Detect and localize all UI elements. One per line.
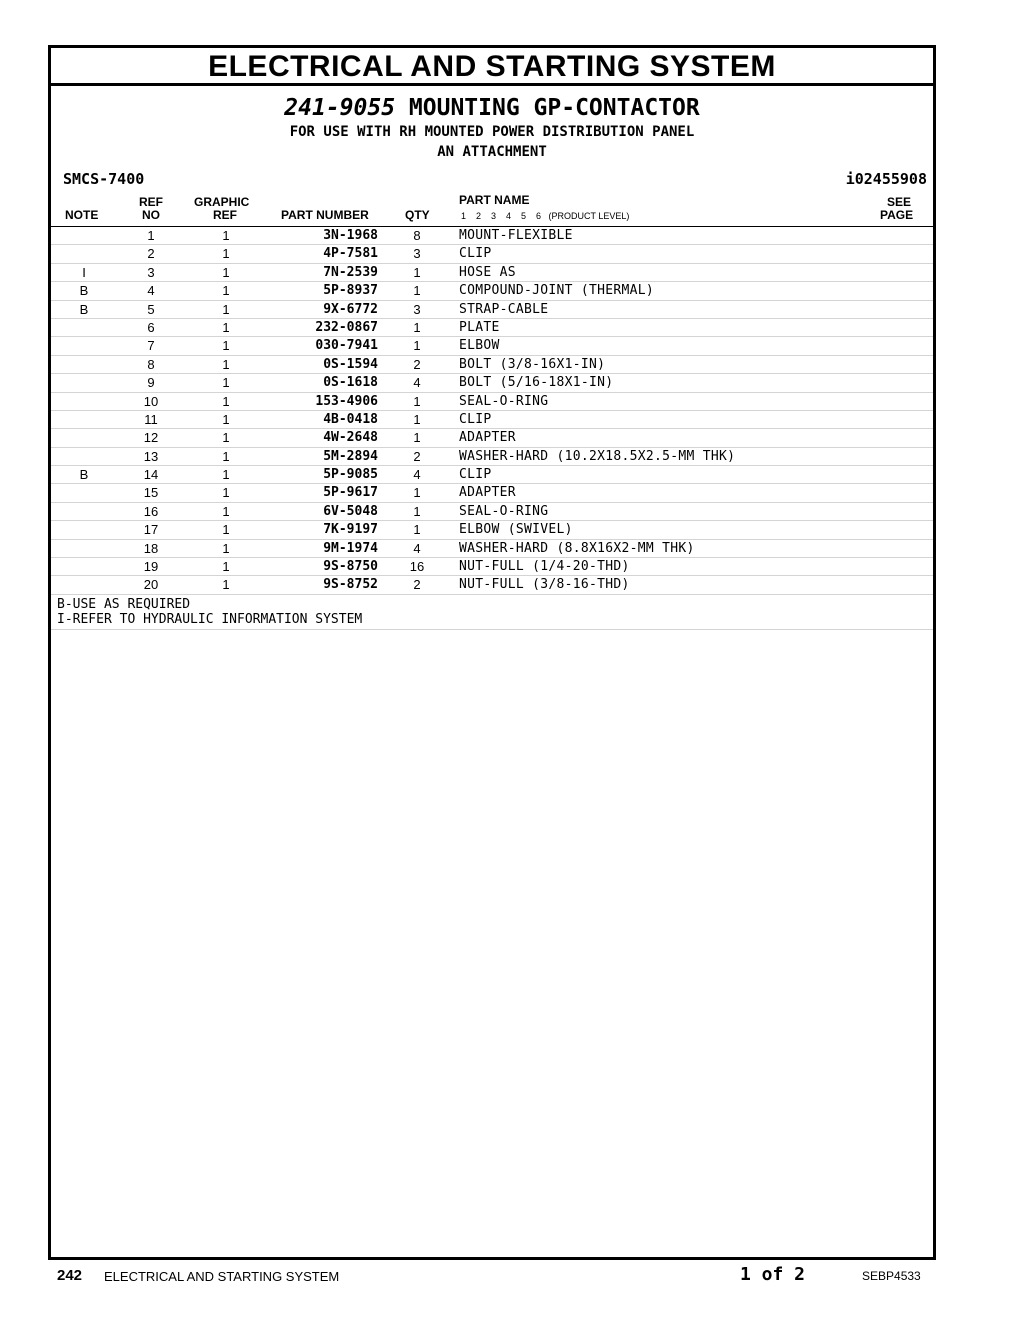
header-qty: QTY bbox=[405, 208, 430, 222]
part-name-cell: CLIP bbox=[459, 246, 492, 262]
ref-no-cell: 14 bbox=[143, 467, 159, 483]
part-name-cell: COMPOUND-JOINT (THERMAL) bbox=[459, 283, 655, 299]
qty-cell: 1 bbox=[413, 393, 421, 409]
part-name-cell: STRAP-CABLE bbox=[459, 301, 549, 317]
qty-cell: 1 bbox=[413, 283, 421, 299]
section-title: ELECTRICAL AND STARTING SYSTEM bbox=[51, 48, 933, 86]
table-row bbox=[51, 503, 933, 521]
table-row bbox=[51, 374, 933, 392]
part-number-cell: 4W-2648 bbox=[323, 430, 378, 446]
group-subtitle-2: AN ATTACHMENT bbox=[437, 144, 547, 160]
qty-cell: 2 bbox=[413, 448, 421, 464]
header-graphic-2: REF bbox=[213, 208, 237, 222]
qty-cell: 2 bbox=[413, 356, 421, 372]
graphic-ref-cell: 1 bbox=[222, 559, 230, 575]
page-frame bbox=[48, 45, 936, 1260]
parts-table bbox=[51, 227, 933, 595]
table-row bbox=[51, 429, 933, 447]
ref-no-cell: 16 bbox=[143, 503, 159, 519]
part-number-cell: 030-7941 bbox=[315, 338, 378, 354]
graphic-ref-cell: 1 bbox=[222, 338, 230, 354]
ref-no-cell: 4 bbox=[147, 283, 155, 299]
qty-cell: 1 bbox=[413, 319, 421, 335]
table-row bbox=[51, 521, 933, 539]
ref-no-cell: 6 bbox=[147, 319, 155, 335]
part-number-cell: 7N-2539 bbox=[323, 264, 378, 280]
graphic-ref-cell: 1 bbox=[222, 540, 230, 556]
ref-no-cell: 19 bbox=[143, 559, 159, 575]
part-name-cell: WASHER-HARD (8.8X16X2-MM THK) bbox=[459, 540, 695, 556]
ref-no-cell: 5 bbox=[147, 301, 155, 317]
footer-document-number: SEBP4533 bbox=[862, 1269, 921, 1283]
qty-cell: 8 bbox=[413, 228, 421, 243]
page-footer bbox=[0, 1264, 1020, 1288]
part-number-cell: 9X-6772 bbox=[323, 301, 378, 317]
qty-cell: 3 bbox=[413, 301, 421, 317]
table-row bbox=[51, 448, 933, 466]
note-cell: B bbox=[79, 467, 89, 483]
footer-title: ELECTRICAL AND STARTING SYSTEM bbox=[104, 1269, 340, 1284]
part-number-cell: 0S-1594 bbox=[323, 356, 378, 372]
header-ref-1: REF bbox=[139, 195, 163, 209]
ref-no-cell: 7 bbox=[147, 338, 155, 354]
graphic-ref-cell: 1 bbox=[222, 283, 230, 299]
table-row bbox=[51, 245, 933, 263]
part-name-cell: HOSE AS bbox=[459, 264, 516, 280]
notes-block bbox=[51, 595, 933, 630]
graphic-ref-cell: 1 bbox=[222, 467, 230, 483]
qty-cell: 4 bbox=[413, 467, 421, 483]
graphic-ref-cell: 1 bbox=[222, 301, 230, 317]
part-name-cell: CLIP bbox=[459, 467, 492, 483]
group-title bbox=[51, 94, 933, 122]
qty-cell: 1 bbox=[413, 522, 421, 538]
part-name-cell: MOUNT-FLEXIBLE bbox=[459, 228, 573, 243]
qty-cell: 1 bbox=[413, 411, 421, 427]
part-name-cell: WASHER-HARD (10.2X18.5X2.5-MM THK) bbox=[459, 448, 736, 464]
header-note: NOTE bbox=[65, 208, 99, 222]
header-see-1: SEE bbox=[887, 195, 912, 209]
part-number-cell: 5P-8937 bbox=[323, 283, 378, 299]
part-number-cell: 5M-2894 bbox=[323, 448, 378, 464]
qty-cell: 4 bbox=[413, 375, 421, 391]
table-row bbox=[51, 484, 933, 502]
part-number-cell: 5P-9085 bbox=[323, 467, 378, 483]
qty-cell: 1 bbox=[413, 503, 421, 519]
note-cell: I bbox=[82, 264, 86, 280]
part-name-cell: ADAPTER bbox=[459, 430, 516, 446]
table-row bbox=[51, 301, 933, 319]
table-row bbox=[51, 337, 933, 355]
header-part-number: PART NUMBER bbox=[281, 208, 369, 222]
header-part-name: PART NAME bbox=[459, 193, 530, 207]
table-row bbox=[51, 466, 933, 484]
group-part-number: 241-9055 bbox=[284, 95, 396, 121]
graphic-ref-cell: 1 bbox=[222, 485, 230, 501]
table-header bbox=[51, 190, 933, 227]
part-name-cell: ELBOW bbox=[459, 338, 500, 354]
table-row bbox=[51, 576, 933, 594]
ref-no-cell: 1 bbox=[147, 228, 155, 243]
qty-cell: 1 bbox=[413, 485, 421, 501]
qty-cell: 2 bbox=[413, 577, 421, 593]
graphic-ref-cell: 1 bbox=[222, 577, 230, 593]
part-name-cell: BOLT (3/8-16X1-IN) bbox=[459, 356, 606, 372]
part-name-cell: CLIP bbox=[459, 411, 492, 427]
note-line: B-USE AS REQUIRED bbox=[57, 596, 191, 612]
part-number-cell: 4B-0418 bbox=[323, 411, 378, 427]
qty-cell: 4 bbox=[413, 540, 421, 556]
note-line: I-REFER TO HYDRAULIC INFORMATION SYSTEM bbox=[57, 611, 363, 627]
part-number-cell: 3N-1968 bbox=[323, 228, 378, 243]
header-graphic-1: GRAPHIC bbox=[194, 195, 250, 209]
graphic-ref-cell: 1 bbox=[222, 393, 230, 409]
illustration-id: i02455908 bbox=[845, 170, 927, 188]
table-row bbox=[51, 411, 933, 429]
graphic-ref-cell: 1 bbox=[222, 448, 230, 464]
ref-no-cell: 3 bbox=[147, 264, 155, 280]
table-row bbox=[51, 319, 933, 337]
table-row bbox=[51, 393, 933, 411]
part-name-cell: SEAL-O-RING bbox=[459, 503, 549, 519]
graphic-ref-cell: 1 bbox=[222, 264, 230, 280]
ref-no-cell: 2 bbox=[147, 246, 155, 262]
part-number-cell: 4P-7581 bbox=[323, 246, 378, 262]
part-name-cell: SEAL-O-RING bbox=[459, 393, 549, 409]
qty-cell: 1 bbox=[413, 338, 421, 354]
table-row bbox=[51, 356, 933, 374]
header-product-levels: 1 2 3 4 5 6 (PRODUCT LEVEL) bbox=[461, 211, 630, 221]
part-name-cell: NUT-FULL (3/8-16-THD) bbox=[459, 577, 630, 593]
group-subtitle-1: FOR USE WITH RH MOUNTED POWER DISTRIBUTION PANEL bbox=[289, 124, 695, 140]
ref-no-cell: 9 bbox=[147, 375, 155, 391]
smcs-code: SMCS-7400 bbox=[63, 170, 145, 188]
graphic-ref-cell: 1 bbox=[222, 522, 230, 538]
graphic-ref-cell: 1 bbox=[222, 319, 230, 335]
part-number-cell: 153-4906 bbox=[315, 393, 378, 409]
graphic-ref-cell: 1 bbox=[222, 430, 230, 446]
part-number-cell: 232-0867 bbox=[315, 319, 378, 335]
table-row bbox=[51, 282, 933, 300]
part-number-cell: 9M-1974 bbox=[323, 540, 378, 556]
graphic-ref-cell: 1 bbox=[222, 246, 230, 262]
part-number-cell: 0S-1618 bbox=[323, 375, 378, 391]
graphic-ref-cell: 1 bbox=[222, 228, 230, 243]
ref-no-cell: 18 bbox=[143, 540, 159, 556]
table-row bbox=[51, 264, 933, 282]
ref-no-cell: 15 bbox=[143, 485, 159, 501]
part-name-cell: NUT-FULL (1/4-20-THD) bbox=[459, 559, 630, 575]
part-number-cell: 7K-9197 bbox=[323, 522, 378, 538]
part-number-cell: 9S-8750 bbox=[323, 559, 378, 575]
header-ref-2: NO bbox=[142, 208, 160, 222]
qty-cell: 16 bbox=[409, 559, 425, 575]
reference-line bbox=[51, 168, 933, 190]
note-cell: B bbox=[79, 301, 89, 317]
qty-cell: 1 bbox=[413, 264, 421, 280]
note-cell: B bbox=[79, 283, 89, 299]
ref-no-cell: 12 bbox=[143, 430, 159, 446]
table-row bbox=[51, 540, 933, 558]
ref-no-cell: 13 bbox=[143, 448, 159, 464]
graphic-ref-cell: 1 bbox=[222, 503, 230, 519]
graphic-ref-cell: 1 bbox=[222, 356, 230, 372]
footer-page-of: 1 of 2 bbox=[740, 1264, 806, 1285]
header-see-2: PAGE bbox=[880, 208, 914, 222]
qty-cell: 3 bbox=[413, 246, 421, 262]
part-number-cell: 6V-5048 bbox=[323, 503, 378, 519]
ref-no-cell: 11 bbox=[144, 411, 158, 427]
part-name-cell: PLATE bbox=[459, 319, 500, 335]
graphic-ref-cell: 1 bbox=[222, 411, 230, 427]
table-row bbox=[51, 558, 933, 576]
table-row bbox=[51, 227, 933, 245]
footer-page-number: 242 bbox=[57, 1267, 83, 1284]
part-name-cell: ELBOW (SWIVEL) bbox=[459, 522, 573, 538]
part-number-cell: 9S-8752 bbox=[323, 577, 378, 593]
qty-cell: 1 bbox=[413, 430, 421, 446]
part-number-cell: 5P-9617 bbox=[323, 485, 378, 501]
part-name-cell: BOLT (5/16-18X1-IN) bbox=[459, 375, 614, 391]
part-name-cell: ADAPTER bbox=[459, 485, 516, 501]
graphic-ref-cell: 1 bbox=[222, 375, 230, 391]
group-name: MOUNTING GP-CONTACTOR bbox=[408, 95, 700, 121]
ref-no-cell: 20 bbox=[143, 577, 159, 593]
ref-no-cell: 10 bbox=[143, 393, 159, 409]
ref-no-cell: 8 bbox=[147, 356, 155, 372]
ref-no-cell: 17 bbox=[143, 522, 159, 538]
